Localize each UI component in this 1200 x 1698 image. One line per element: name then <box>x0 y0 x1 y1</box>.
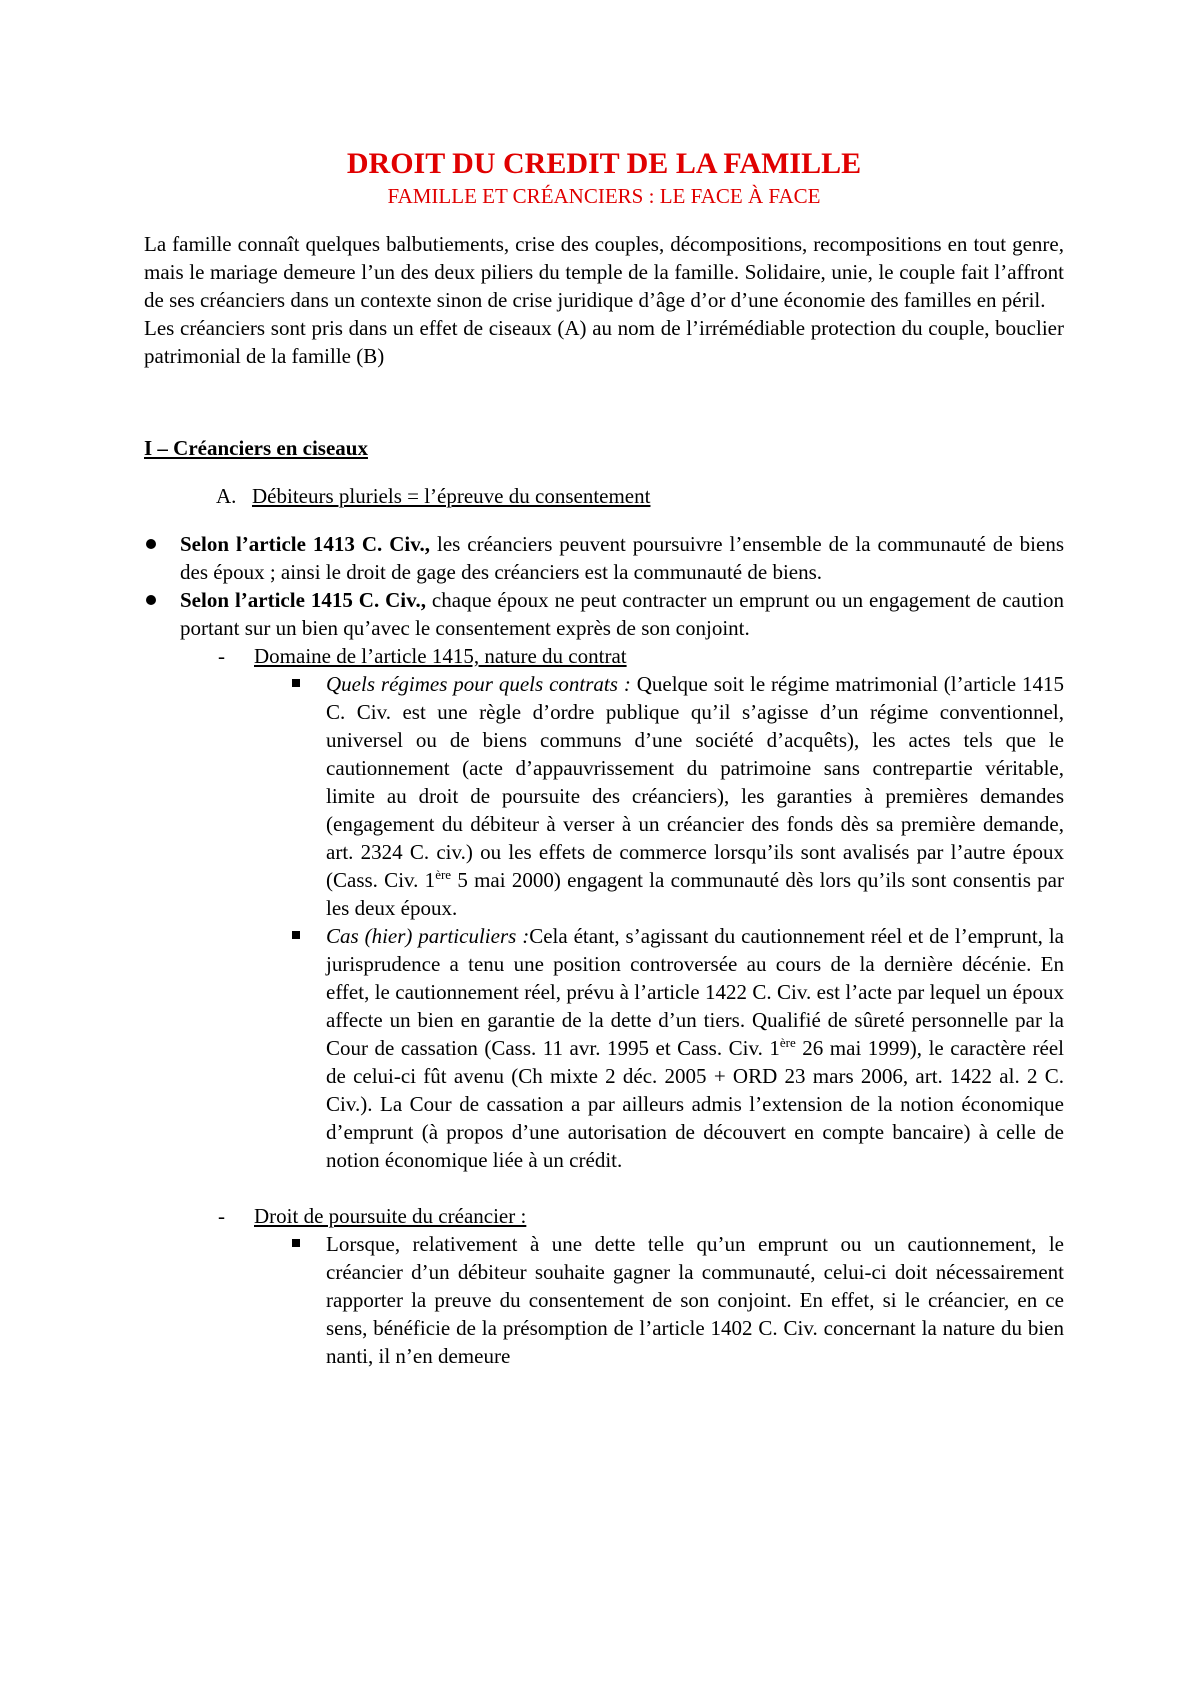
square-bullet-icon <box>292 931 300 939</box>
section-heading-1: I – Créanciers en ciseaux <box>144 436 368 460</box>
superscript: ère <box>435 867 452 882</box>
square-item-text: Lorsque, relativement à une dette telle qu’un emprunt ou un cautionnement, le créancier d’un débiteur souhaite gagner la communauté, celui-ci doit nécessairement rapporter la preuve du consentement de son conjoint. En effet, si le créancier, en ce sens, bénéficie de la présomption de l’article 1402 C. Civ. concernant la nature du bien nanti, il n’en demeure <box>326 1232 1064 1368</box>
intro-paragraph-2: Les créanciers sont pris dans un effet de ciseaux (A) au nom de l’irrémédiable protection du couple, bouclier patrimonial de la famille (B) <box>144 316 1064 368</box>
square-item-lead: Quels régimes pour quels contrats : <box>326 672 631 696</box>
square-item-lead: Cas (hier) particuliers : <box>326 924 530 948</box>
square-item-text-cont: 26 mai 1999), le caractère réel de celui-ci fût avenu (Ch mixte 2 déc. 2005 + ORD 23 mars 2006, art. 1422 al. 2 C. Civ.). La Cour de cassation a par ailleurs admis l’extension de la notion économique d’emprunt (à propos d’une autorisation de découvert en compte bancaire) à celle de notion économique liée à un crédit. <box>326 1036 1064 1172</box>
subsection-letter: A. <box>216 484 237 508</box>
square-item-lorsque <box>144 1230 1064 1370</box>
superscript: ère <box>779 1035 796 1050</box>
square-bullet-icon <box>292 679 300 687</box>
square-item-text: Cela étant, s’agissant du cautionnement réel et de l’emprunt, la jurisprudence a tenu une position controversée au cours de la dernière décénie. En effet, le cautionnement réel, prévu à l’article 1422 C. Civ. est l’acte par lequel un époux affecte un bien en garantie de la dette d’un tiers. Qualifié de sûreté personnelle par la Cour de cassation (Cass. 11 avr. 1995 et Cass. Civ. 1 <box>326 924 1064 1060</box>
bullet-lead: Selon l’article 1415 C. Civ., <box>180 588 426 612</box>
dash-item-label: Domaine de l’article 1415, nature du contrat <box>254 644 627 668</box>
subsection-heading-a <box>144 482 1064 510</box>
document-title: DROIT DU CREDIT DE LA FAMILLE <box>346 147 862 180</box>
square-item-regimes <box>144 670 1064 922</box>
bullet-lead: Selon l’article 1413 C. Civ., <box>180 532 431 556</box>
dash-icon: - <box>218 1204 225 1228</box>
square-item-text: Quelque soit le régime matrimonial (l’article 1415 C. Civ. est une règle d’ordre publique qu’il s’agisse d’un régime conventionnel, universel ou de biens communs d’une société d’acquêts), les actes tels que le cautionnement (acte d’appauvrissement du patrimoine sans contrepartie véritable, limite au droit de poursuite des créanciers), les garanties à premières demandes (engagement du débiteur à verser à un créancier des fonds dès sa première demande, art. 2324 C. civ.) ou les effets de commerce lorsqu’ils sont avalisés par l’autre époux (Cass. Civ. 1 <box>326 672 1064 892</box>
dash-item-droit-poursuite <box>144 1202 1064 1230</box>
subsection-title: Débiteurs pluriels = l’épreuve du consentement <box>252 484 651 508</box>
square-bullet-icon <box>292 1239 300 1247</box>
document-subtitle: FAMILLE ET CRÉANCIERS : LE FACE À FACE <box>387 184 821 208</box>
spacer <box>144 1174 1064 1202</box>
dash-icon: - <box>218 644 225 668</box>
bullet-text: les créanciers peuvent poursuivre l’ensemble de la communauté de biens des époux ; ainsi le droit de gage des créanciers est la communauté de biens. <box>180 532 1064 584</box>
intro-paragraph-1: La famille connaît quelques balbutiements, crise des couples, décompositions, recompositions en tout genre, mais le mariage demeure l’un des deux piliers du temple de la famille. Solidaire, unie, le couple fait l’affront de ses créanciers dans un contexte sinon de crise juridique d’âge d’or d’une économie des familles en péril. <box>144 232 1064 312</box>
square-item-text-cont: 5 mai 2000) engagent la communauté dès lors qu’ils sont consentis par les deux époux. <box>326 868 1064 920</box>
dash-item-domaine <box>144 642 1064 670</box>
bullet-icon <box>146 539 156 549</box>
dash-item-label: Droit de poursuite du créancier : <box>254 1204 527 1228</box>
bullet-item-article-1415 <box>144 586 1064 642</box>
bullet-icon <box>146 595 156 605</box>
document-body <box>144 146 1064 1370</box>
square-item-cas-particuliers <box>144 922 1064 1174</box>
bullet-text: chaque époux ne peut contracter un emprunt ou un engagement de caution portant sur un bien qu’avec le consentement exprès de son conjoint. <box>180 588 1064 640</box>
bullet-item-article-1413 <box>144 530 1064 586</box>
